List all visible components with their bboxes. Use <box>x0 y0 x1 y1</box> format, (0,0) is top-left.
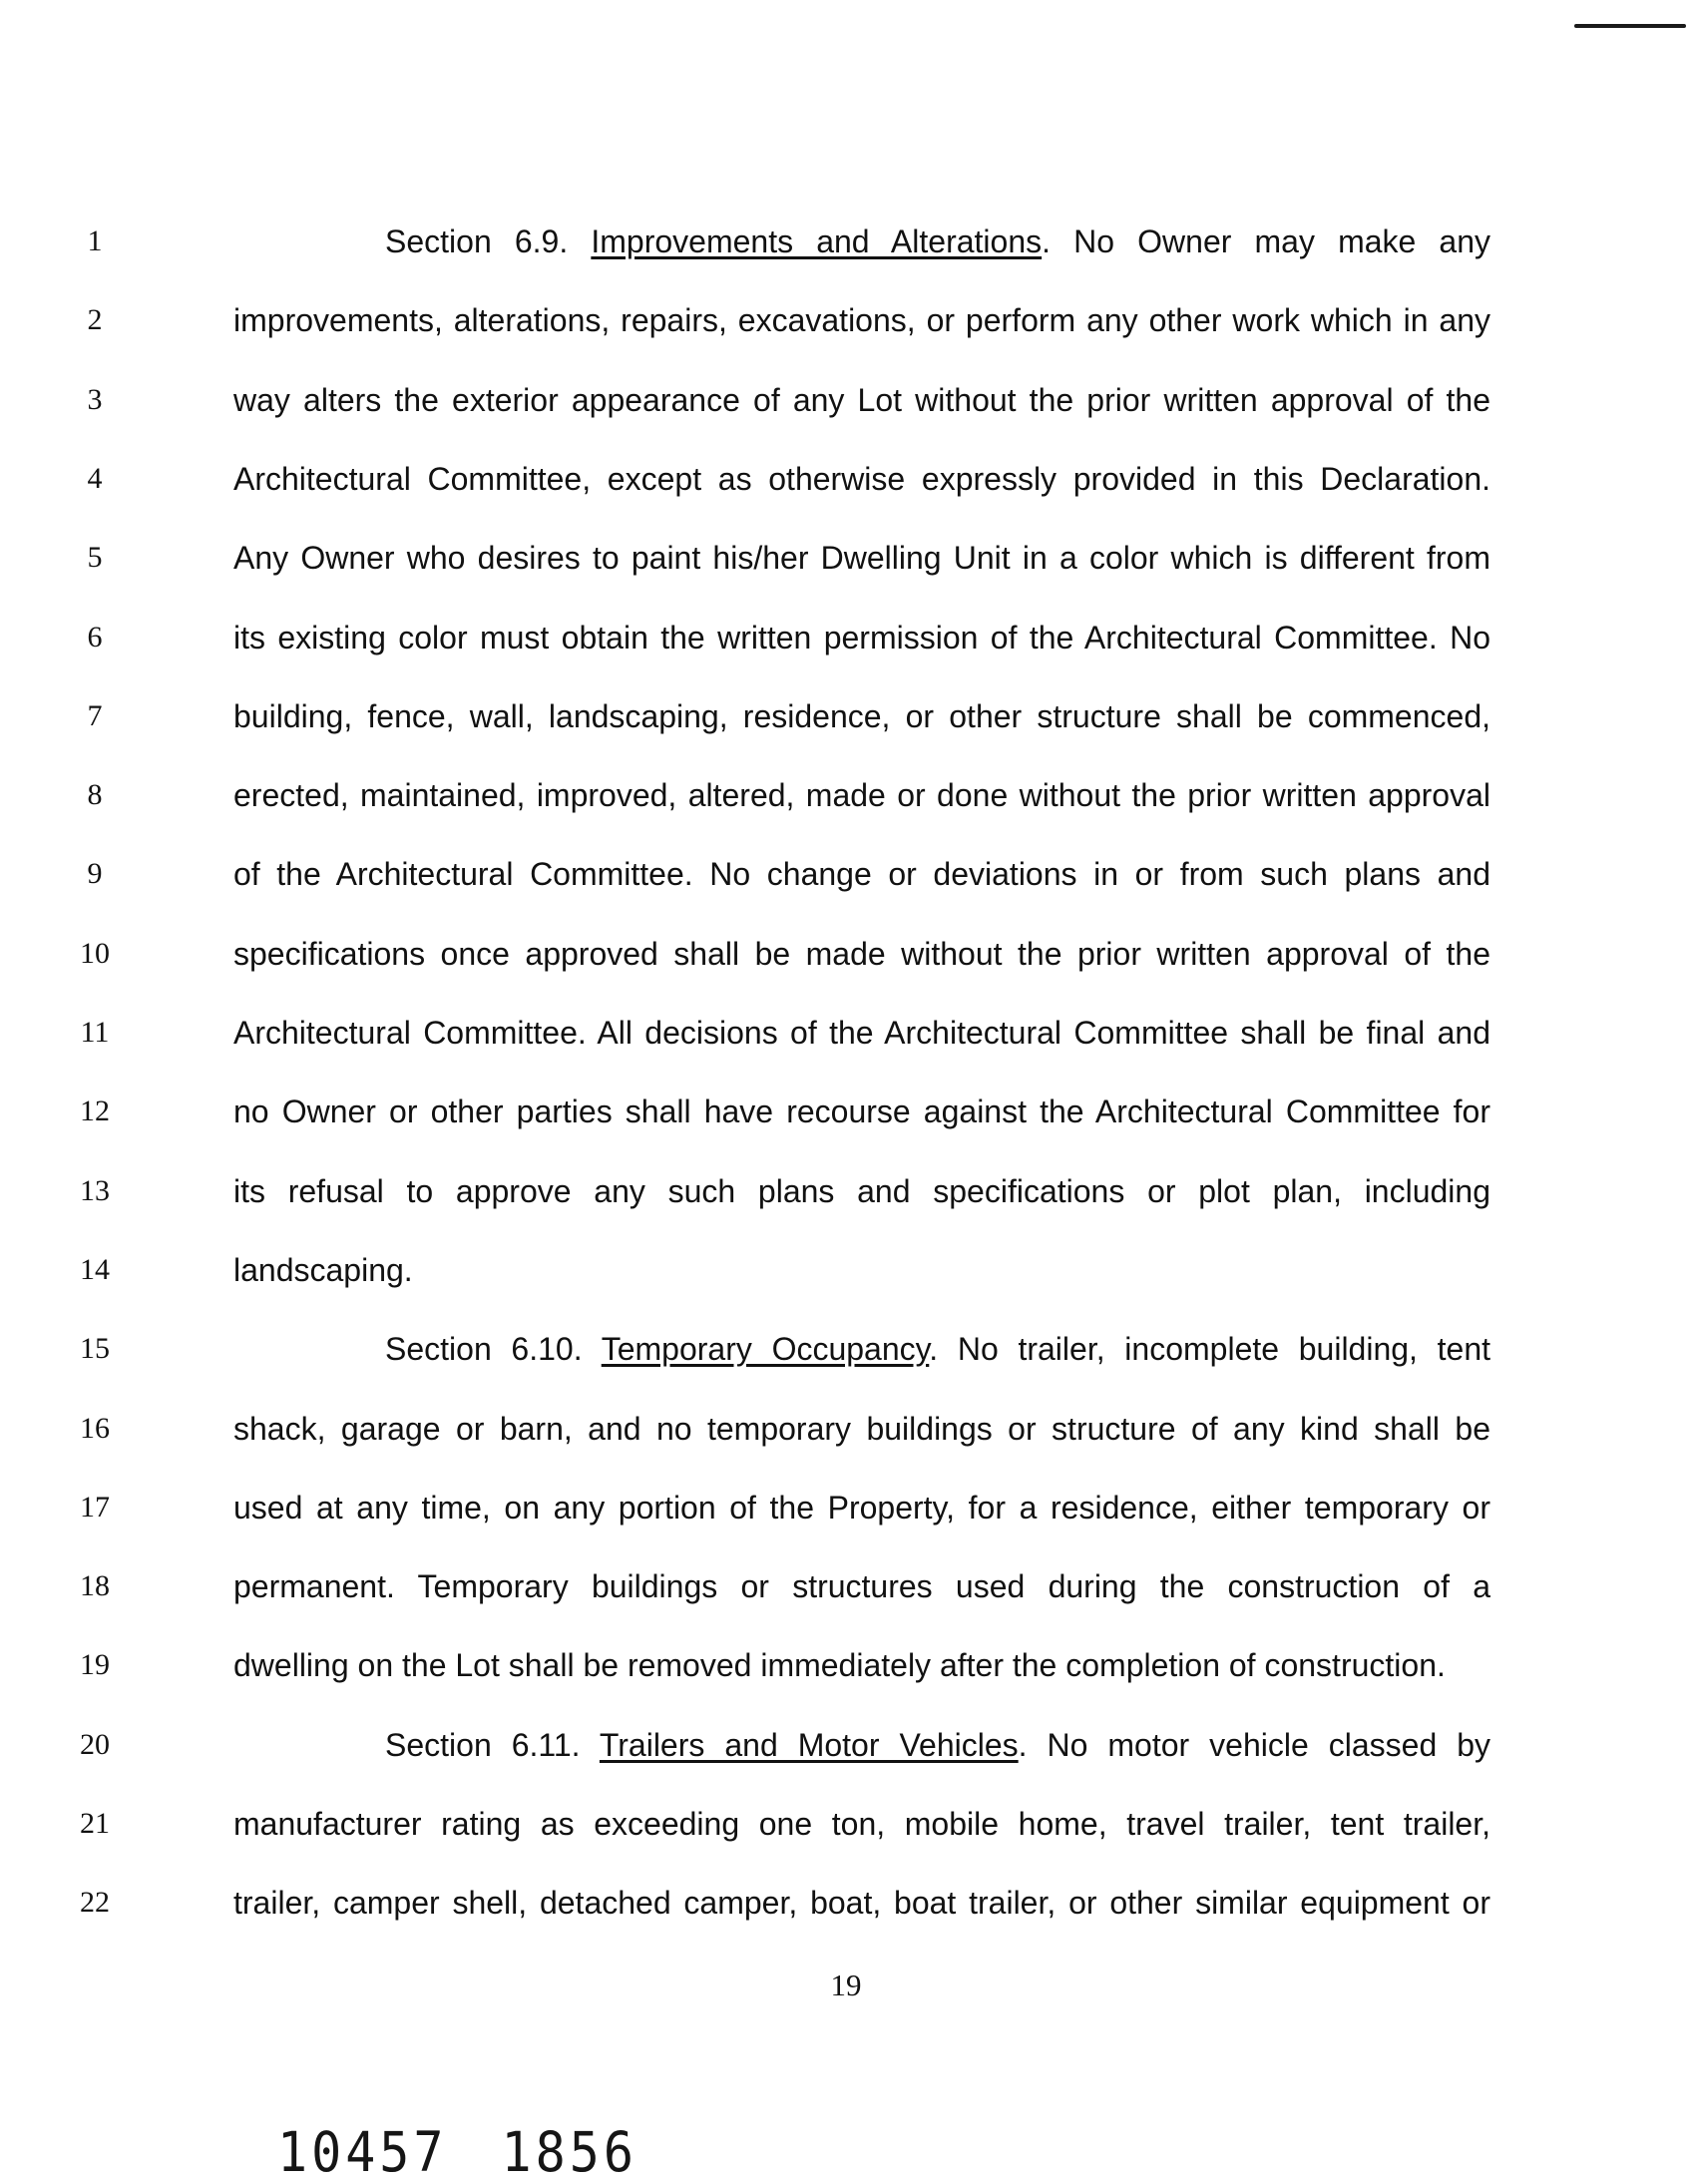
text-line <box>233 618 1490 657</box>
line-text: . No motor vehicle classed by <box>1018 1727 1490 1763</box>
line-text: used at any time, on any portion of the Property, for a residence, either temporary or <box>233 1490 1490 1526</box>
line-text: manufacturer rating as exceeding one ton, mobile home, travel trailer, tent trailer, <box>233 1806 1490 1842</box>
line-number: 6 <box>87 621 103 654</box>
line-text: landscaping. <box>233 1252 413 1288</box>
line-number: 18 <box>80 1569 110 1602</box>
line-text: . No trailer, incomplete building, tent <box>929 1331 1491 1367</box>
line-number: 2 <box>87 303 103 336</box>
text-line <box>233 1725 1490 1765</box>
line-text: dwelling on the Lot shall be removed immediately after the completion of construction. <box>233 1647 1446 1683</box>
line-number: 22 <box>80 1886 110 1919</box>
page-number: 19 <box>830 1967 862 2002</box>
text-line <box>233 1488 1490 1528</box>
line-text: improvements, alterations, repairs, excavations, or perform any other work which in any <box>233 302 1490 338</box>
line-number: 13 <box>80 1174 110 1207</box>
line-text: Section 6.11. <box>385 1727 600 1763</box>
text-line <box>233 1645 1490 1685</box>
text-line <box>233 1566 1490 1606</box>
line-number: 4 <box>87 462 103 495</box>
line-text: trailer, camper shell, detached camper, boat, boat trailer, or other similar equipment or <box>233 1885 1490 1921</box>
line-number: 12 <box>80 1094 110 1127</box>
line-text: permanent. Temporary buildings or structures used during the construction of a <box>233 1568 1490 1604</box>
line-text: Section 6.10. <box>385 1331 602 1367</box>
text-line <box>233 459 1490 499</box>
text-line <box>233 934 1490 974</box>
line-text: its existing color must obtain the written permission of the Architectural Committee. No <box>233 620 1490 655</box>
line-number: 15 <box>80 1332 110 1365</box>
text-line <box>233 380 1490 420</box>
line-text: specifications once approved shall be made without the prior written approval of the <box>233 936 1490 972</box>
line-text: shack, garage or barn, and no temporary buildings or structure of any kind shall be <box>233 1411 1490 1447</box>
line-text: no Owner or other parties shall have recourse against the Architectural Committee for <box>233 1093 1490 1129</box>
text-line <box>233 775 1490 815</box>
section-heading: Improvements and Alterations <box>591 223 1043 259</box>
line-number: 3 <box>87 383 103 416</box>
line-number: 14 <box>80 1253 110 1286</box>
line-text: erected, maintained, improved, altered, made or done without the prior written approval <box>233 777 1490 813</box>
line-number: 5 <box>87 541 103 574</box>
line-number: 9 <box>87 857 103 890</box>
line-text: . No Owner may make any <box>1042 223 1491 259</box>
line-number: 17 <box>80 1491 110 1524</box>
text-line <box>233 1883 1490 1923</box>
line-number: 19 <box>80 1648 110 1681</box>
line-number: 7 <box>87 699 103 732</box>
section-heading: Temporary Occupancy <box>601 1331 930 1367</box>
text-line <box>233 300 1490 340</box>
line-text: its refusal to approve any such plans and specifications or plot plan, including <box>233 1173 1490 1209</box>
stamp-book-number: 10457 <box>277 2120 448 2184</box>
text-line <box>233 1804 1490 1844</box>
text-line <box>233 1013 1490 1053</box>
line-text: way alters the exterior appearance of any Lot without the prior written approval of the <box>233 382 1490 418</box>
line-text: Section 6.9. <box>385 223 592 259</box>
line-text: of the Architectural Committee. No change or deviations in or from such plans and <box>233 856 1490 892</box>
line-number: 1 <box>87 224 103 257</box>
section-heading: Trailers and Motor Vehicles <box>599 1727 1019 1763</box>
line-number: 11 <box>80 1016 110 1049</box>
text-line <box>233 1250 1490 1290</box>
scan-corner-mark <box>1574 24 1686 28</box>
line-number: 21 <box>80 1807 110 1840</box>
line-text: Architectural Committee, except as otherwise expressly provided in this Declaration. <box>233 461 1490 497</box>
text-line <box>233 1329 1490 1369</box>
line-number: 16 <box>80 1412 110 1445</box>
text-line <box>233 696 1490 736</box>
text-line <box>233 854 1490 894</box>
line-number: 10 <box>80 937 110 970</box>
text-line <box>233 221 1490 261</box>
stamp-page-number: 1856 <box>501 2120 637 2184</box>
line-text: building, fence, wall, landscaping, residence, or other structure shall be commenced, <box>233 698 1490 734</box>
line-number: 8 <box>87 778 103 811</box>
text-line <box>233 1409 1490 1449</box>
line-number: 20 <box>80 1728 110 1761</box>
line-text: Any Owner who desires to paint his/her Dwelling Unit in a color which is different from <box>233 540 1490 576</box>
text-line <box>233 1171 1490 1211</box>
text-line <box>233 538 1490 578</box>
line-text: Architectural Committee. All decisions of the Architectural Committee shall be final and <box>233 1015 1490 1051</box>
text-line <box>233 1092 1490 1131</box>
